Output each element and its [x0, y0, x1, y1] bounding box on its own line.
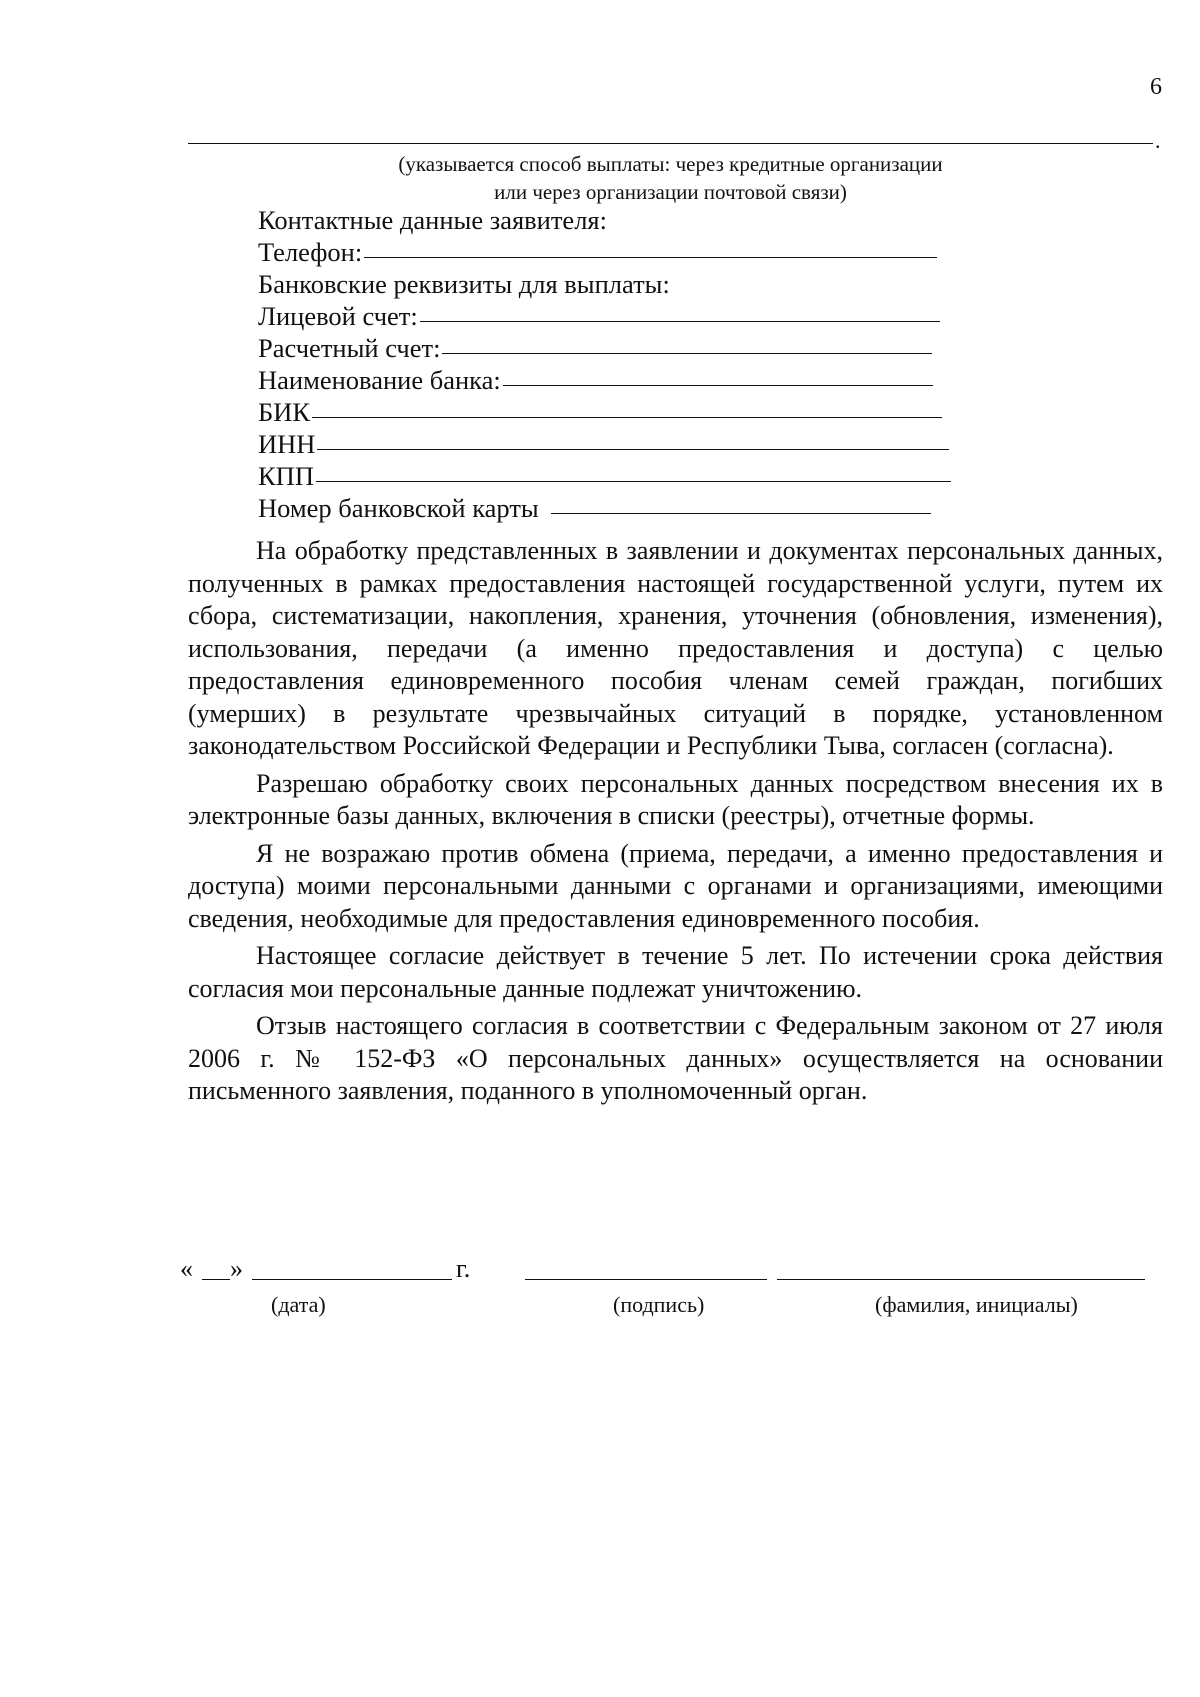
name-blank-line[interactable] — [777, 1278, 1145, 1280]
card-number-row — [258, 492, 951, 524]
settlement-account-label: Расчетный счет: — [258, 333, 441, 363]
day-blank-line[interactable] — [202, 1278, 230, 1280]
payment-hint-line-2: или через организации почтовой связи) — [494, 180, 847, 204]
personal-account-label: Лицевой счет: — [258, 301, 418, 331]
bank-heading-row — [258, 268, 951, 300]
inn-blank-line[interactable] — [317, 448, 949, 450]
phone-blank-line[interactable] — [364, 256, 937, 258]
inn-row — [258, 428, 951, 460]
settlement-account-blank-line[interactable] — [442, 352, 932, 354]
consent-paragraph-5: Отзыв настоящего согласия в соответствии с Федеральным законом от 27 июля 2006 г. № 152-ФЗ «О персональных данных» осуществляется на основании письменного заявления, поданного в уполномоченный орган. — [188, 1011, 1163, 1105]
month-blank-line[interactable] — [252, 1278, 452, 1280]
consent-paragraph-1: На обработку представленных в заявлении и документах персональных данных, полученных в рамках предоставления настоящей государственной услуги, путем их сбора, систематизации, накопления, хранения, уточнения (обновления, изменения), использования, передачи (а именно предоставления и доступа) с целью предоставления единовременного пособия членам семей граждан, погибших (умерших) в результате чрезвычайных ситуаций в порядке, установленном законодательством Российской Федерации и Республики Тыва, согласен (согласна). — [188, 536, 1163, 760]
bank-name-row — [258, 364, 951, 396]
signature-row — [180, 1254, 1165, 1284]
kpp-row — [258, 460, 951, 492]
date-open-quote: « — [180, 1254, 193, 1283]
bik-label: БИК — [258, 397, 311, 427]
consent-paragraph-2: Разрешаю обработку своих персональных данных посредством внесения их в электронные базы данных, включения в списки (реестры), отчетные формы. — [188, 768, 1163, 830]
payment-method-dot: . — [1155, 128, 1161, 153]
date-caption: (дата) — [271, 1292, 326, 1317]
phone-label: Телефон: — [258, 237, 363, 267]
consent-text — [188, 535, 1163, 1108]
kpp-blank-line[interactable] — [316, 480, 951, 482]
name-caption: (фамилия, инициалы) — [875, 1292, 1078, 1317]
contact-heading: Контактные данные заявителя: — [258, 205, 607, 235]
year-suffix: г. — [456, 1254, 471, 1283]
personal-account-blank-line[interactable] — [420, 320, 940, 322]
card-number-blank-line[interactable] — [551, 512, 931, 514]
bank-name-blank-line[interactable] — [503, 384, 933, 386]
payment-method-line — [188, 143, 1153, 144]
signature-caption: (подпись) — [613, 1292, 705, 1317]
contact-heading-row — [258, 204, 951, 236]
consent-paragraph-3: Я не возражаю против обмена (приема, передачи, а именно предоставления и доступа) моими персональными данными с органами и организациями, имеющими сведения, необходимые для предоставления единовременного пособия. — [188, 838, 1163, 933]
consent-paragraph-4: Настоящее согласие действует в течение 5 лет. По истечении срока действия согласия мои персональные данные подлежат уничтожению. — [188, 941, 1163, 1003]
date-close-quote: » — [230, 1254, 243, 1283]
phone-row — [258, 236, 951, 268]
applicant-fields — [258, 204, 951, 524]
bik-row — [258, 396, 951, 428]
signature-blank-line[interactable] — [525, 1278, 767, 1280]
payment-hint-line-1: (указывается способ выплаты: через кредитные организации — [398, 152, 943, 176]
payment-method-hint — [188, 150, 1153, 206]
settlement-account-row — [258, 332, 951, 364]
card-number-label: Номер банковской карты — [258, 493, 539, 523]
personal-account-row — [258, 300, 951, 332]
kpp-label: КПП — [258, 461, 314, 491]
bik-blank-line[interactable] — [312, 416, 942, 418]
bank-details-heading: Банковские реквизиты для выплаты: — [258, 269, 670, 299]
inn-label: ИНН — [258, 429, 316, 459]
page-number: 6 — [1150, 74, 1162, 100]
bank-name-label: Наименование банка: — [258, 365, 501, 395]
